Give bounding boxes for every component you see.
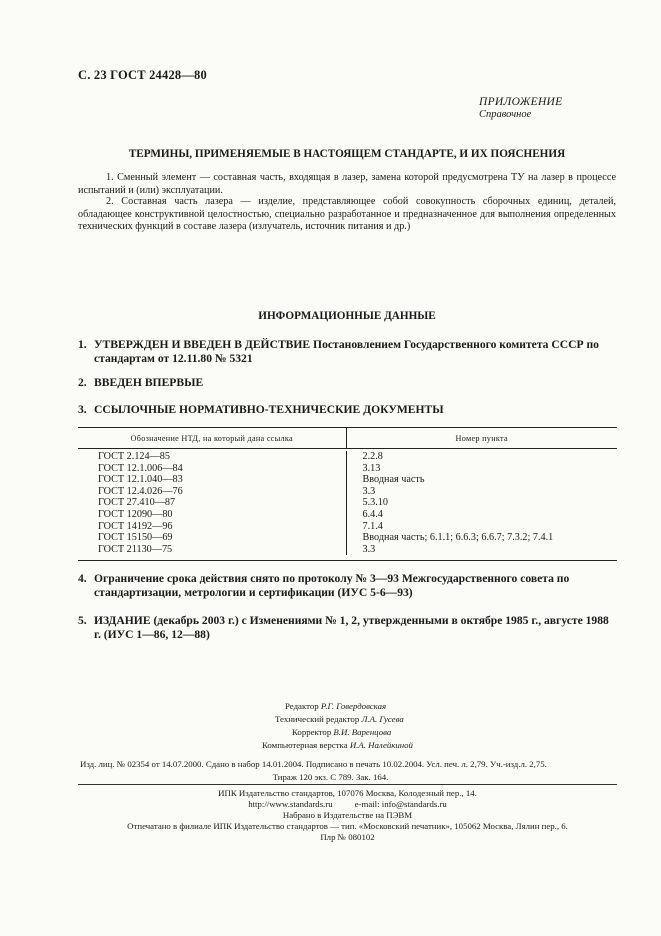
publisher-contacts — [78, 799, 617, 810]
table-column-clause — [346, 451, 618, 555]
table-header-designation: Обозначение НТД, на который дана ссылка — [130, 433, 293, 443]
table-cell: ГОСТ 12.1.040—83 — [98, 474, 183, 486]
info-item-1: 1. УТВЕРЖДЕН И ВВЕДЕН В ДЕЙСТВИЕ Постановлением Государственного комитета СССР по стандартам от 12.11.80 № 5321 — [78, 338, 599, 365]
table-cell: ГОСТ 15150—69 — [98, 532, 173, 544]
table-cell: 3.3 — [362, 485, 376, 497]
table-cell: ГОСТ 21130—75 — [98, 543, 173, 555]
info-item-text: ССЫЛОЧНЫЕ НОРМАТИВНО-ТЕХНИЧЕСКИЕ ДОКУМЕНТЫ — [94, 403, 444, 416]
table-cell: 3.13 — [362, 462, 381, 474]
terms-paragraph-2: 2. Составная часть лазера — изделие, представляющее собой совокупность сборочных единиц, деталей, обладающее конструктивной целостностью, специально разработанное и предназначенное для выполнения определенных технических функций в составе лазера (излучатель, источник питания и др.) — [78, 196, 616, 233]
table-header-clause: Номер пункта — [346, 428, 618, 448]
info-item-text: Ограничение срока действия снято по протоколу № 3—93 Межгосударственного совета по стандартизации, метрологии и сертификации (ИУС 5-6—93) — [94, 572, 570, 599]
appendix-title: ПРИЛОЖЕНИЕ — [479, 96, 563, 108]
table-cell: 7.1.4 — [362, 520, 383, 532]
table-cell: 2.2.8 — [362, 451, 383, 462]
table-cell: ГОСТ 12.4.026—76 — [98, 485, 183, 497]
appendix-note: Справочное — [479, 109, 532, 120]
terms-title: ТЕРМИНЫ, ПРИМЕНЯЕМЫЕ В НАСТОЯЩЕМ СТАНДАРТЕ, И ИХ ПОЯСНЕНИЯ — [128, 148, 566, 160]
credit-tech-editor: Технический редактор Л.А. Гусева — [275, 714, 404, 724]
credit-corrector: Корректор В.И. Варенцова — [292, 727, 392, 737]
info-item-2: 2. ВВЕДЕН ВПЕРВЫЕ — [78, 376, 204, 389]
table-cell: 6.4.4 — [362, 508, 383, 520]
info-title: ИНФОРМАЦИОННЫЕ ДАННЫЕ — [258, 310, 436, 322]
imprint-line-2: Тираж 120 экз. С 789. Зак. 164. — [272, 772, 389, 782]
imprint-line-1: Изд. лиц. № 02354 от 14.07.2000. Сдано в набор 14.01.2004. Подписано в печать 10.02.2004. Усл. печ. л. 2,79. Уч.-изд.л. 2,75. — [80, 759, 547, 769]
publisher-url[interactable]: http://www.standards.ru — [248, 799, 333, 809]
info-item-text: ИЗДАНИЕ (декабрь 2003 г.) с Изменениями № 1, 2, утвержденными в октябре 1985 г., августе 1988 г. (ИУС 1—86, 12—88) — [94, 614, 609, 641]
publisher-email[interactable]: e-mail: info@standards.ru — [354, 799, 447, 809]
table-cell: ГОСТ 12090—80 — [98, 508, 173, 520]
publisher-block — [78, 788, 617, 843]
info-item-5: 5. ИЗДАНИЕ (декабрь 2003 г.) с Изменениями № 1, 2, утвержденными в октябре 1985 г., августе 1988 г. (ИУС 1—86, 12—88) — [78, 614, 609, 641]
table-cell: Вводная часть; 6.1.1; 6.6.3; 6.6.7; 7.3.2; 7.4.1 — [362, 532, 554, 544]
info-item-4: 4. Ограничение срока действия снято по протоколу № 3—93 Межгосударственного совета по стандартизации, метрологии и сертификации (ИУС 5-6—93) — [78, 572, 570, 599]
table-cell: ГОСТ 14192—96 — [98, 520, 173, 532]
publisher-typeset: Набрано в Издательстве на ПЭВМ — [282, 810, 413, 820]
terms-paragraph-1: 1. Сменный элемент — составная часть, входящая в лазер, замена которой предусмотрена ТУ на лазер в процессе испытаний и (или) эксплуатации. — [78, 172, 616, 196]
table-column-designation — [78, 451, 346, 555]
table-header — [78, 428, 617, 449]
info-item-text: ВВЕДЕН ВПЕРВЫЕ — [94, 376, 204, 389]
credit-editor: Редактор Р.Г. Говердовская — [285, 701, 387, 711]
table-cell: ГОСТ 27.410—87 — [98, 497, 176, 509]
references-table — [78, 427, 617, 561]
table-cell: 5.3.10 — [362, 497, 388, 509]
page-header: С. 23 ГОСТ 24428—80 — [78, 68, 207, 82]
appendix-label — [479, 96, 599, 120]
info-item-3: 3. ССЫЛОЧНЫЕ НОРМАТИВНО-ТЕХНИЧЕСКИЕ ДОКУМЕНТЫ — [78, 403, 444, 416]
credit-layout: Компьютерная верстка И.А. Налейкиной — [262, 740, 413, 750]
table-cell: 3.3 — [362, 543, 376, 555]
info-item-text: УТВЕРЖДЕН И ВВЕДЕН В ДЕЙСТВИЕ Постановлением Государственного комитета СССР по стандартам от 12.11.80 № 5321 — [94, 338, 599, 365]
publisher-address: ИПК Издательство стандартов, 107076 Москва, Колодезный пер., 14. — [218, 788, 477, 798]
table-cell: Вводная часть — [362, 474, 425, 486]
divider — [78, 784, 617, 785]
publisher-printed: Отпечатано в филиале ИПК Издательство стандартов — тип. «Московский печатник», 105062 Москва, Лялин пер., 6. — [127, 821, 568, 831]
publisher-license: Плр № 080102 — [320, 832, 375, 842]
table-cell: ГОСТ 2.124—85 — [98, 451, 170, 462]
table-cell: ГОСТ 12.1.006—84 — [98, 462, 183, 474]
table-body — [78, 449, 617, 560]
